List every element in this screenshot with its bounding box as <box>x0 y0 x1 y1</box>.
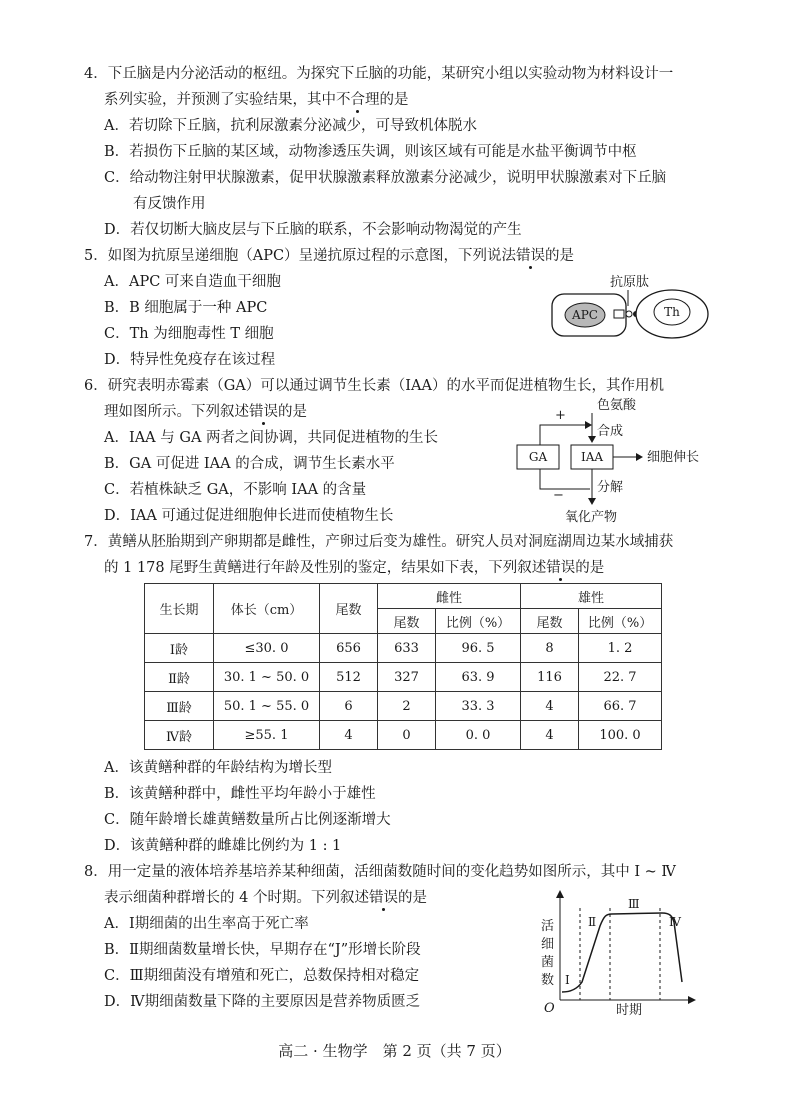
cell-length: 50. 1 ~ 55. 0 <box>214 692 320 721</box>
q6-option-d: D．IAA 可通过促进细胞伸长进而使植物生长 <box>104 508 394 524</box>
q5-option-b: B．B 细胞属于一种 APC <box>104 300 268 316</box>
cell-female-ratio: 33. 3 <box>436 692 521 721</box>
q4-option-b: B．若损伤下丘脑的某区域，动物渗透压失调，则该区域有可能是水盐平衡调节中枢 <box>104 144 637 160</box>
q6-decomp-arrowhead <box>588 498 596 505</box>
th-female-ratio: 比例（%） <box>436 609 521 634</box>
q8-origin-label: O <box>544 1001 555 1016</box>
q4-option-a: A．若切除下丘脑，抗利尿激素分泌减少，可导致机体脱水 <box>104 118 477 134</box>
q8-option-b: B．Ⅱ期细菌数量增长快，早期存在“J”形增长阶段 <box>104 942 421 958</box>
q8-phase-4-label: Ⅳ <box>669 915 681 929</box>
q7-stem-line2: 的 1 178 尾野生黄鳝进行年龄及性别的鉴定，结果如下表，下列叙述错误的是 <box>104 560 605 576</box>
q6-plus-sign: + <box>555 408 566 423</box>
cell-length: ≥55. 1 <box>214 721 320 750</box>
q8-y-label-1: 活 <box>541 919 555 934</box>
q8-y-label-4: 数 <box>541 973 555 988</box>
cell-male-count: 116 <box>521 663 579 692</box>
q6-synthesis-label: 合成 <box>597 424 624 439</box>
q8-phase-3-label: Ⅲ <box>628 897 640 911</box>
cell-count: 6 <box>320 692 378 721</box>
q5-antigen-peptide <box>626 311 632 317</box>
q5-option-c: C．Th 为细胞毒性 T 细胞 <box>104 326 274 342</box>
cell-female-count: 0 <box>378 721 436 750</box>
q6-trp-arrowhead <box>588 436 596 443</box>
cell-count: 512 <box>320 663 378 692</box>
table-row <box>145 634 662 663</box>
th-male-count: 尾数 <box>521 609 579 634</box>
th-count: 尾数 <box>320 584 378 634</box>
q6-ga-promote-line <box>540 425 590 445</box>
table-row <box>145 721 662 750</box>
q8-growth-curve-diagram <box>538 888 698 1022</box>
q8-option-a: A．Ⅰ期细菌的出生率高于死亡率 <box>104 916 309 932</box>
q8-x-label: 时期 <box>616 1003 643 1018</box>
q5-apc-label: APC <box>572 308 598 322</box>
q4-stem-line1: 4．下丘脑是内分泌活动的枢纽。为探究下丘脑的功能，某研究小组以实验动物为材料设计一 <box>84 66 674 82</box>
cell-male-count: 4 <box>521 721 579 750</box>
q4-stem-line2: 系列实验，并预测了实验结果，其中不合理的是 <box>104 92 409 108</box>
cell-stage: Ⅱ龄 <box>145 663 214 692</box>
cell-female-ratio: 0. 0 <box>436 721 521 750</box>
q5-apc-diagram <box>548 270 728 342</box>
cell-male-ratio: 1. 2 <box>579 634 662 663</box>
q8-x-axis-arrow <box>688 996 696 1004</box>
cell-stage: Ⅳ龄 <box>145 721 214 750</box>
q8-phase-2-label: Ⅱ <box>588 915 597 929</box>
q6-iaa-label: IAA <box>580 450 604 464</box>
q5-option-d: D．特异性免疫存在该过程 <box>104 352 276 368</box>
q6-option-b: B．GA 可促进 IAA 的合成，调节生长素水平 <box>104 456 395 472</box>
cell-male-ratio: 22. 7 <box>579 663 662 692</box>
q8-y-label-2: 细 <box>541 937 555 952</box>
th-male-ratio: 比例（%） <box>579 609 662 634</box>
cell-male-count: 8 <box>521 634 579 663</box>
q4-option-c-cont: 有反馈作用 <box>133 196 206 212</box>
page-footer: 高二 · 生物学 第 2 页（共 7 页） <box>278 1042 511 1060</box>
cell-count: 656 <box>320 634 378 663</box>
cell-female-ratio: 96. 5 <box>436 634 521 663</box>
q5-th-label: Th <box>664 305 680 319</box>
cell-length: ≤30. 0 <box>214 634 320 663</box>
q7-option-d: D．该黄鳝种群的雌雄比例约为 1 : 1 <box>104 838 342 854</box>
q7-option-a: A．该黄鳝种群的年龄结构为增长型 <box>104 760 332 776</box>
q4-option-d: D．若仅切断大脑皮层与下丘脑的联系，不会影响动物渴觉的产生 <box>104 222 522 238</box>
cell-female-count: 2 <box>378 692 436 721</box>
q8-phase-1-label: Ⅰ <box>565 973 570 987</box>
q5-option-a: A．APC 可来自造血干细胞 <box>104 274 281 290</box>
th-body-length: 体长（cm） <box>214 584 320 634</box>
table-row <box>145 692 662 721</box>
cell-length: 30. 1 ~ 50. 0 <box>214 663 320 692</box>
q6-ga-inhibit-line <box>540 469 590 489</box>
q6-ga-iaa-diagram <box>505 393 717 525</box>
q8-y-axis-arrow <box>556 890 564 898</box>
q6-tryptophan-label: 色氨酸 <box>597 398 637 413</box>
th-female-count: 尾数 <box>378 609 436 634</box>
table-row <box>145 663 662 692</box>
q7-option-c: C．随年龄增长雄黄鳝数量所占比例逐渐增大 <box>104 812 391 828</box>
q7-option-b: B．该黄鳝种群中，雌性平均年龄小于雄性 <box>104 786 376 802</box>
q5-antigen-label: 抗原肽 <box>610 275 650 290</box>
q4-option-c: C．给动物注射甲状腺激素，促甲状腺激素释放激素分泌减少，说明甲状腺激素对下丘脑 <box>104 170 667 186</box>
q6-ga-label: GA <box>528 450 548 464</box>
cell-stage: Ⅰ龄 <box>145 634 214 663</box>
q6-ga-promote-arrowhead <box>585 421 592 429</box>
q6-stem-line2: 理如图所示。下列叙述错误的是 <box>104 404 307 420</box>
q6-decomposition-label: 分解 <box>597 480 624 495</box>
cell-count: 4 <box>320 721 378 750</box>
q6-oxidation-product-label: 氧化产物 <box>565 510 618 525</box>
cell-female-count: 633 <box>378 634 436 663</box>
q5-receptor <box>614 310 624 318</box>
cell-stage: Ⅲ龄 <box>145 692 214 721</box>
th-female: 雌性 <box>378 584 521 609</box>
q6-stem-line1: 6．研究表明赤霉素（GA）可以通过调节生长素（IAA）的水平而促进植物生长，其作用机 <box>84 378 664 394</box>
q8-stem-line1: 8．用一定量的液体培养基培养某种细菌，活细菌数随时间的变化趋势如图所示，其中 Ⅰ ~ Ⅳ <box>84 864 676 880</box>
cell-male-count: 4 <box>521 692 579 721</box>
th-stage: 生长期 <box>145 584 214 634</box>
th-male: 雄性 <box>521 584 662 609</box>
cell-male-ratio: 100. 0 <box>579 721 662 750</box>
cell-female-ratio: 63. 9 <box>436 663 521 692</box>
q6-cell-elongation-label: 细胞伸长 <box>647 450 700 465</box>
cell-male-ratio: 66. 7 <box>579 692 662 721</box>
q8-option-d: D．Ⅳ期细菌数量下降的主要原因是营养物质匮乏 <box>104 994 421 1010</box>
q7-data-table <box>144 583 662 750</box>
q8-y-label-3: 菌 <box>541 955 555 970</box>
q8-option-c: C．Ⅲ期细菌没有增殖和死亡，总数保持相对稳定 <box>104 968 420 984</box>
q6-option-a: A．IAA 与 GA 两者之间协调，共同促进植物的生长 <box>104 430 439 446</box>
q6-minus-sign: − <box>553 488 564 503</box>
q6-elong-arrowhead <box>636 453 643 461</box>
q6-option-c: C．若植株缺乏 GA，不影响 IAA 的含量 <box>104 482 367 498</box>
q5-stem: 5．如图为抗原呈递细胞（APC）呈递抗原过程的示意图，下列说法错误的是 <box>84 248 575 264</box>
cell-female-count: 327 <box>378 663 436 692</box>
q8-stem-line2: 表示细菌种群增长的 4 个时期。下列叙述错误的是 <box>104 890 427 906</box>
q7-stem-line1: 7．黄鳝从胚胎期到产卵期都是雌性，产卵过后变为雄性。研究人员对洞庭湖周边某水域捕获 <box>84 534 674 550</box>
